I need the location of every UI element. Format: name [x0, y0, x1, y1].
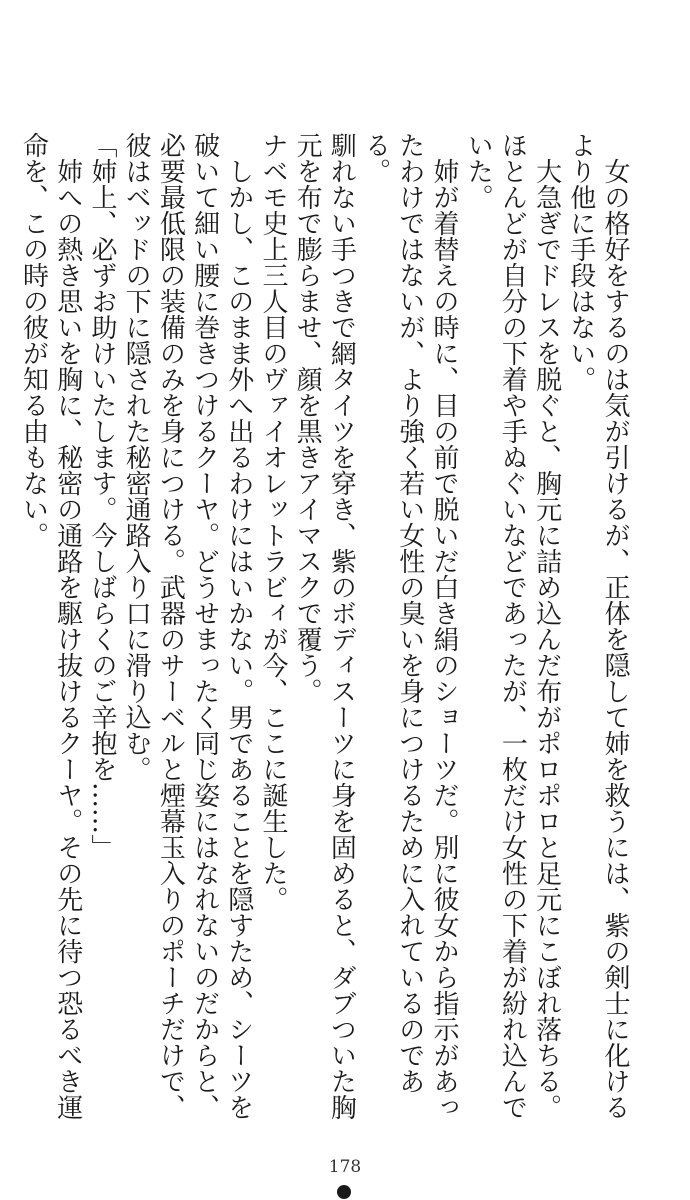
page-bullet-icon	[337, 1185, 351, 1199]
paragraph-7: 「姉上、必ずお助けいたします。今しばらくのご辛抱を……」	[86, 132, 117, 860]
paragraph-6: しかし、このまま外へ出るわけにはいかない。男であることを隠すため、シーツを破いて細い腰に巻きつけるクーヤ。どうせまったく同じ姿にはなれないのだからと、必要最低限の装備のみを身につける。武器のサーベルと煙幕玉入りのポーチだけで、彼はベッドの下に隠された秘密通路入り口に滑り込む。	[121, 132, 254, 1120]
paragraph-8: 姉への熱き思いを胸に、秘密の通路を駆け抜けるクーヤ。その先に待つ恐るべき運命を、この時の彼が知る由もない。	[18, 132, 83, 1120]
body-text	[18, 132, 632, 1142]
paragraph-4: 馴れない手つきで網タイツを穿き、紫のボディスーツに身を固めると、ダブついた胸元を布で膨らませ、顔を黒きアイマスクで覆う。	[292, 132, 357, 1120]
paragraph-2: 大急ぎでドレスを脱ぐと、胸元に詰め込んだ布がポロポロと足元にこぼれ落ちる。ほとんどが自分の下着や手ぬぐいなどであったが、一枚だけ女性の下着が紛れ込んでいた。	[463, 132, 562, 1120]
paragraph-3: 姉が着替えの時に、目の前で脱いだ白き絹のショーツだ。別に彼女から指示があったわけではないが、より強く若い女性の臭いを身につけるために入れているのである。	[360, 132, 459, 1120]
paragraph-1: 女の格好をするのは気が引けるが、正体を隠して姉を救うには、紫の剣士に化けるより他に手段はない。	[565, 132, 630, 1120]
page-number: 178	[328, 1157, 362, 1177]
paragraph-5: ナベモ史上三人目のヴァイオレットラビィが今、ここに誕生した。	[257, 132, 288, 912]
